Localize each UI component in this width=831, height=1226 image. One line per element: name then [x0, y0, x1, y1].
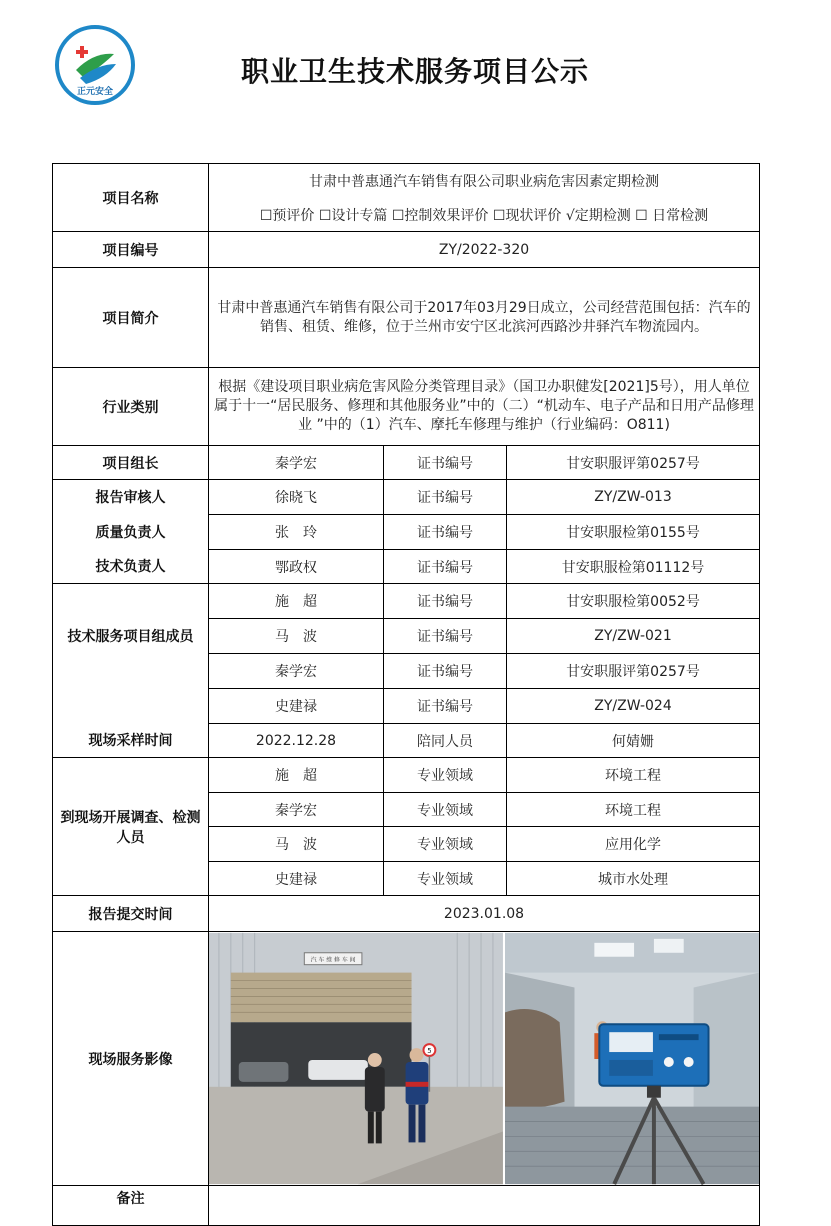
row-report — [53, 896, 760, 932]
project-name-value: 甘肃中普惠通汽车销售有限公司职业病危害因素定期检测 — [309, 173, 659, 190]
leader-cert-label: 证书编号 — [384, 446, 507, 480]
row-quality — [53, 515, 760, 550]
row-member-4 — [53, 689, 760, 724]
companion-label: 陪同人员 — [384, 724, 507, 758]
members-label-spacer — [53, 689, 209, 724]
page-title: 职业卫生技术服务项目公示 — [240, 55, 589, 88]
industry-value: 根据《建设项目职业病危害风险分类管理目录》（国卫办职健发[2021]5号），用人单位属于十一“居民服务、修理和其他服务业”中的（二）“机动车、电子产品和日用产品修理业 ”中的（1）汽车、摩托车修理与维护（行业编码：O811) — [209, 368, 760, 446]
row-survey-1 — [53, 758, 760, 793]
row-images — [53, 932, 760, 1186]
sampling-date: 2022.12.28 — [209, 724, 384, 758]
project-number-value: ZY/2022-320 — [209, 232, 760, 268]
survey-field: 环境工程 — [507, 793, 760, 827]
companion-name: 何婧姗 — [507, 724, 760, 758]
row-industry — [53, 368, 760, 446]
reviewer-name: 徐晓飞 — [209, 480, 384, 515]
tech-cert-label: 证书编号 — [384, 550, 507, 584]
member-name: 马 波 — [209, 619, 384, 654]
tech-name: 鄂政权 — [209, 550, 384, 584]
member-cert: ZY/ZW-021 — [507, 619, 760, 654]
images-label: 现场服务影像 — [53, 932, 209, 1186]
tech-role: 技术负责人 — [53, 550, 209, 584]
evaluation-type-options: ☐预评价 ☐设计专篇 ☐控制效果评价 ☐现状评价 √定期检测 ☐ 日常检测 — [259, 207, 709, 224]
workshop-entrance-photo — [209, 932, 503, 1185]
survey-field: 应用化学 — [507, 827, 760, 862]
quality-cert-label: 证书编号 — [384, 515, 507, 550]
quality-cert: 甘安职服检第0155号 — [507, 515, 760, 550]
member-cert-label: 证书编号 — [384, 584, 507, 619]
report-date: 2023.01.08 — [209, 896, 760, 932]
industry-label: 行业类别 — [53, 368, 209, 446]
survey-field: 城市水处理 — [507, 862, 760, 896]
workshop-sign: 汽 车 维 修 车 间 — [310, 956, 356, 964]
member-name: 施 超 — [209, 584, 384, 619]
row-project-name — [53, 164, 760, 232]
row-project-leader — [53, 446, 760, 480]
survey-field: 环境工程 — [507, 758, 760, 793]
member-name: 史建禄 — [209, 689, 384, 724]
survey-field-label: 专业领域 — [384, 827, 507, 862]
row-notes — [53, 1186, 760, 1226]
project-number-label: 项目编号 — [53, 232, 209, 268]
images-cell — [209, 932, 760, 1186]
member-cert: 甘安职服检第0052号 — [507, 584, 760, 619]
reviewer-role: 报告审核人 — [53, 480, 209, 515]
project-intro-value: 甘肃中普惠通汽车销售有限公司于2017年03月29日成立，公司经营范围包括：汽车的销售、租赁、维修，位于兰州市安宁区北滨河西路沙井驿汽车物流园内。 — [209, 268, 760, 368]
member-name: 秦学宏 — [209, 654, 384, 689]
project-name-cell — [209, 164, 760, 232]
survey-name: 施 超 — [209, 758, 384, 793]
reviewer-cert-label: 证书编号 — [384, 480, 507, 515]
survey-name: 史建禄 — [209, 862, 384, 896]
company-logo — [54, 24, 136, 106]
notes-label: 备注 — [53, 1186, 209, 1226]
project-name-label: 项目名称 — [53, 164, 209, 232]
survey-field-label: 专业领域 — [384, 862, 507, 896]
row-member-1 — [53, 584, 760, 619]
member-cert: 甘安职服评第0257号 — [507, 654, 760, 689]
quality-name: 张 玲 — [209, 515, 384, 550]
photo-strip — [209, 932, 759, 1185]
notes-value — [209, 1186, 760, 1226]
members-label: 技术服务项目组成员 — [53, 584, 209, 689]
row-sampling — [53, 724, 760, 758]
member-cert-label: 证书编号 — [384, 654, 507, 689]
survey-name: 马 波 — [209, 827, 384, 862]
survey-field-label: 专业领域 — [384, 758, 507, 793]
row-tech — [53, 550, 760, 584]
sampling-instrument-photo — [505, 932, 759, 1185]
quality-role: 质量负责人 — [53, 515, 209, 550]
member-cert-label: 证书编号 — [384, 619, 507, 654]
row-project-number — [53, 232, 760, 268]
member-cert: ZY/ZW-024 — [507, 689, 760, 724]
leader-role: 项目组长 — [53, 446, 209, 480]
report-label: 报告提交时间 — [53, 896, 209, 932]
row-project-intro — [53, 268, 760, 368]
speed-sign-number: 5 — [427, 1047, 432, 1056]
project-intro-label: 项目简介 — [53, 268, 209, 368]
survey-field-label: 专业领域 — [384, 793, 507, 827]
row-reviewer — [53, 480, 760, 515]
reviewer-cert: ZY/ZW-013 — [507, 480, 760, 515]
survey-label: 到现场开展调查、检测人员 — [53, 758, 209, 896]
member-cert-label: 证书编号 — [384, 689, 507, 724]
project-info-table — [52, 163, 760, 1226]
leader-cert: 甘安职服评第0257号 — [507, 446, 760, 480]
tech-cert: 甘安职服检第01112号 — [507, 550, 760, 584]
survey-name: 秦学宏 — [209, 793, 384, 827]
leader-name: 秦学宏 — [209, 446, 384, 480]
sampling-label: 现场采样时间 — [53, 724, 209, 758]
logo-text: 正元安全 — [76, 87, 114, 97]
